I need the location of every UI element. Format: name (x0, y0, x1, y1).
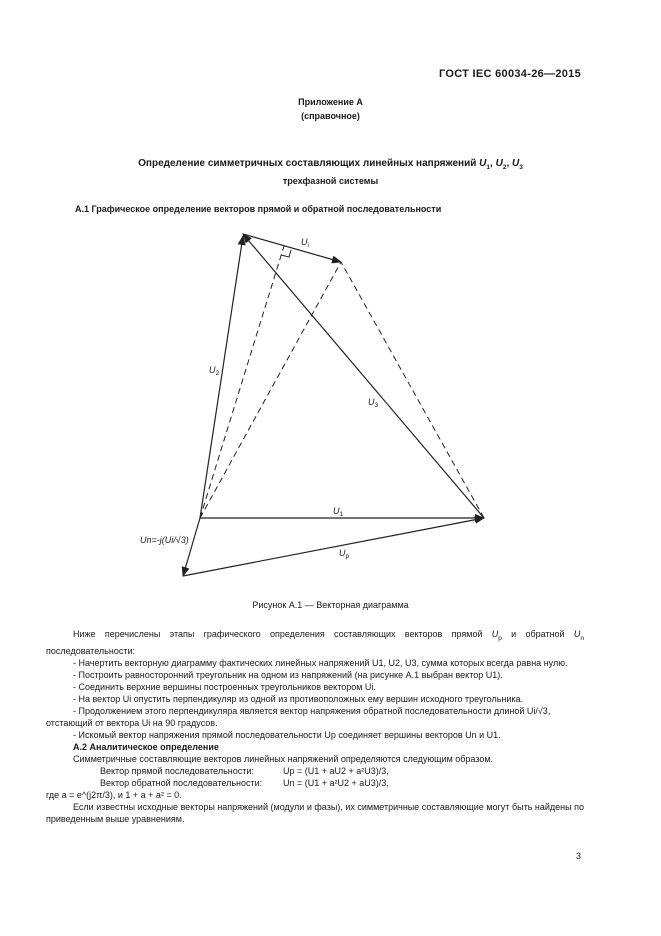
step-4: - На вектор Ui опустить перпендикуляр из одной из противоположных ему вершин исходного треугольника. (73, 693, 524, 704)
label-u3: $U_3$ (368, 397, 379, 409)
label-up: $U_p$ (339, 548, 350, 560)
body-text (46, 628, 584, 825)
main-title: Определение симметричных составляющих линейных напряжений $U_1$, $U_2$, $U_3$ (138, 158, 523, 171)
dashed-line (341, 262, 484, 518)
page-number: 3 (575, 851, 581, 861)
vector-ui (243, 234, 341, 262)
step-2: - Построить равносторонний треугольник на одном из напряжений (на рисунке А.1 выбран вектор U1). (73, 669, 503, 680)
where-clause: где a = e^(j2π/3), и 1 + a + a² = 0. (46, 789, 182, 800)
intro-paragraph: Ниже перечислены этапы графического определения составляющих векторов прямой $U_p$ и обратной $U_n$ последовательности: (46, 629, 584, 656)
right-angle-mark (281, 250, 291, 257)
vector-un (183, 518, 200, 576)
step-5: - Продолжением этого перпендикуляра является вектор напряжения обратной последовательности длиной Ui/√3, отстающий от вектора Ui на 90 градусов. (46, 705, 551, 728)
section-a1-title: А.1 Графическое определение векторов прямой и обратной последовательности (75, 204, 442, 214)
vector-up (183, 518, 484, 576)
pos-label: Вектор прямой последовательности: (100, 765, 254, 776)
vector-u3 (243, 234, 484, 518)
label-un: Un=-j(Ui/√3) (140, 535, 189, 545)
pos-formula: Up = (U1 + aU2 + a²U3)/3, (283, 765, 389, 776)
label-u1: $U_1$ (333, 506, 344, 518)
neg-label: Вектор обратной последовательности: (100, 777, 263, 788)
positive-sequence (46, 765, 584, 777)
annex-title: Приложение А (298, 97, 363, 107)
label-u2: $U_2$ (209, 365, 220, 377)
step-3: - Соединить верхние вершины построенных треугольников вектором Ui. (73, 681, 376, 692)
main-title-line2: трехфазной системы (282, 176, 379, 186)
step-6: - Искомый вектор напряжения прямой последовательности Up соединяет вершины векторов Un и U1. (73, 729, 501, 740)
dashed-line (200, 262, 341, 518)
step-1: - Начертить векторную диаграмму фактических линейных напряжений U1, U2, U3, сумма которых всегда равна нулю. (73, 657, 568, 668)
main-title-text: Определение симметричных составляющих линейных напряжений (138, 158, 477, 169)
figure-caption: Рисунок А.1 — Векторная диаграмма (252, 600, 409, 610)
a2-intro: Симметричные составляющие векторов линейных напряжений определяются следующим образом. (73, 753, 494, 764)
final-paragraph: Если известны исходные векторы напряжений (модули и фазы), их симметричные составляющие могут быть найдены по приведенным выше уравнениям. (46, 801, 584, 824)
annex-subtitle: (справочное) (301, 111, 360, 121)
negative-sequence (46, 777, 584, 789)
neg-formula: Un = (U1 + a²U2 + aU3)/3, (283, 777, 389, 788)
label-ui: $U_i$ (301, 237, 309, 249)
standard-designation: ГОСТ IEC 60034-26—2015 (438, 68, 581, 80)
vector-u2 (200, 236, 243, 518)
dashed-line (200, 246, 284, 518)
section-a2-title: А.2 Аналитическое определение (73, 741, 219, 752)
